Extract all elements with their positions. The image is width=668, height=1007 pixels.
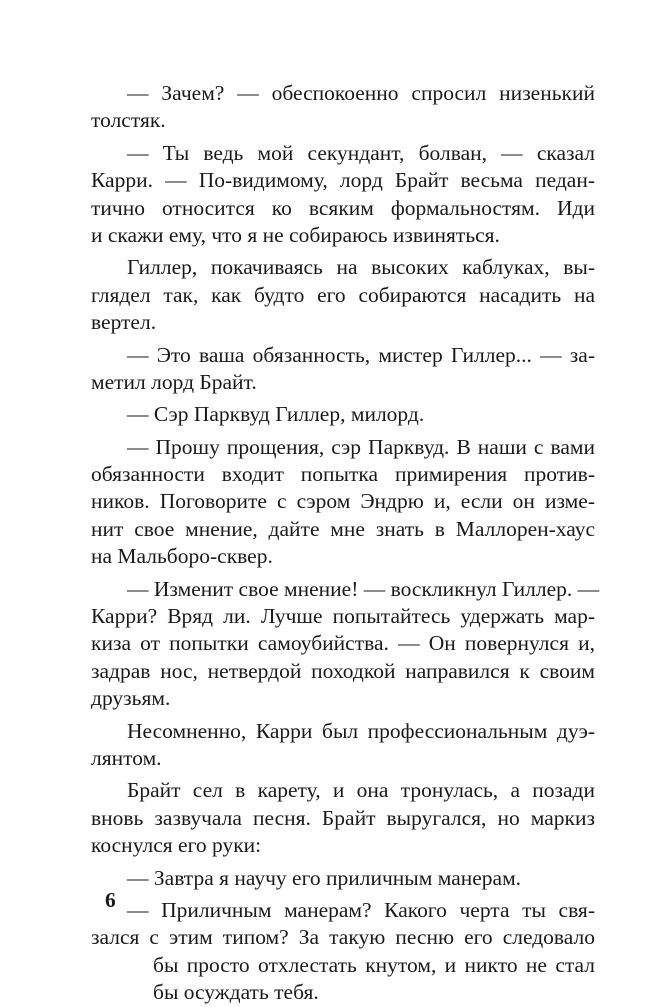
text-line: друзьям. [91,686,171,711]
text-line: киза от попытки самоубийства. — Он повернулся и, [91,631,595,656]
text-line: зался с этим типом? За такую песню его следовало [91,925,595,950]
text-line: глядел так, как будто его собираются насадить на [91,282,595,307]
text-line: нит свое мнение, дайте мне знать в Маллорен-хаус [91,516,595,541]
text-line: на Мальборо-сквер. [91,544,273,569]
text-line: Карри? Вряд ли. Лучше попытайтесь удержать мар- [91,604,595,629]
text-line: — Сэр Парквуд Гиллер, милорд. [127,402,425,427]
text-line: Гиллер, покачиваясь на высоких каблуках, вы- [127,255,595,280]
text-line: — Зачем? — обеспокоенно спросил низенький [127,81,595,105]
text-line: тично относится ко всяким формальностям. Иди [91,195,595,220]
text-line: бы осуждать тебя. [153,980,319,1005]
text-line: вертел. [91,310,157,335]
text-line: Брайт сел в карету, и она тронулась, а позади [127,778,595,803]
page-number: 6 [105,888,116,912]
text-line: задрав нос, нетвердой походкой направился к своим [91,658,595,683]
text-line: Несомненно, Карри был профессиональным дуэ- [127,718,595,743]
text-line: обязанности входит попытка примирения против- [91,462,595,487]
text-line: и скажи ему, что я не собираюсь извиняться. [91,222,500,247]
text-line: ников. Поговорите с сэром Эндрю и, если он изме- [91,489,595,514]
text-line: метил лорд Брайт. [91,369,257,394]
text-line: бы просто отхлестать кнутом, и никто не стал [153,952,595,977]
book-page-body [91,80,600,1007]
text-line: — Приличным манерам? Какого черта ты свя- [127,897,595,922]
text-line: — Ты ведь мой секундант, болван, — сказал [127,140,595,165]
text-line: коснулся его руки: [91,833,262,858]
text-line: толстяк. [91,108,166,133]
text-line: — Прошу прощения, сэр Парквуд. В наши с вами [127,434,595,459]
text-line: — Изменит свое мнение! — воскликнул Гиллер. — [127,576,600,601]
text-line: вновь зазвучала песня. Брайт выругался, но маркиз [91,805,595,830]
text-line: Карри. — По-видимому, лорд Брайт весьма педан- [91,168,595,193]
text-line: — Завтра я научу его приличным манерам. [127,865,522,890]
text-line: — Это ваша обязанность, мистер Гиллер... — за- [127,342,595,367]
text-line: лянтом. [91,745,162,770]
